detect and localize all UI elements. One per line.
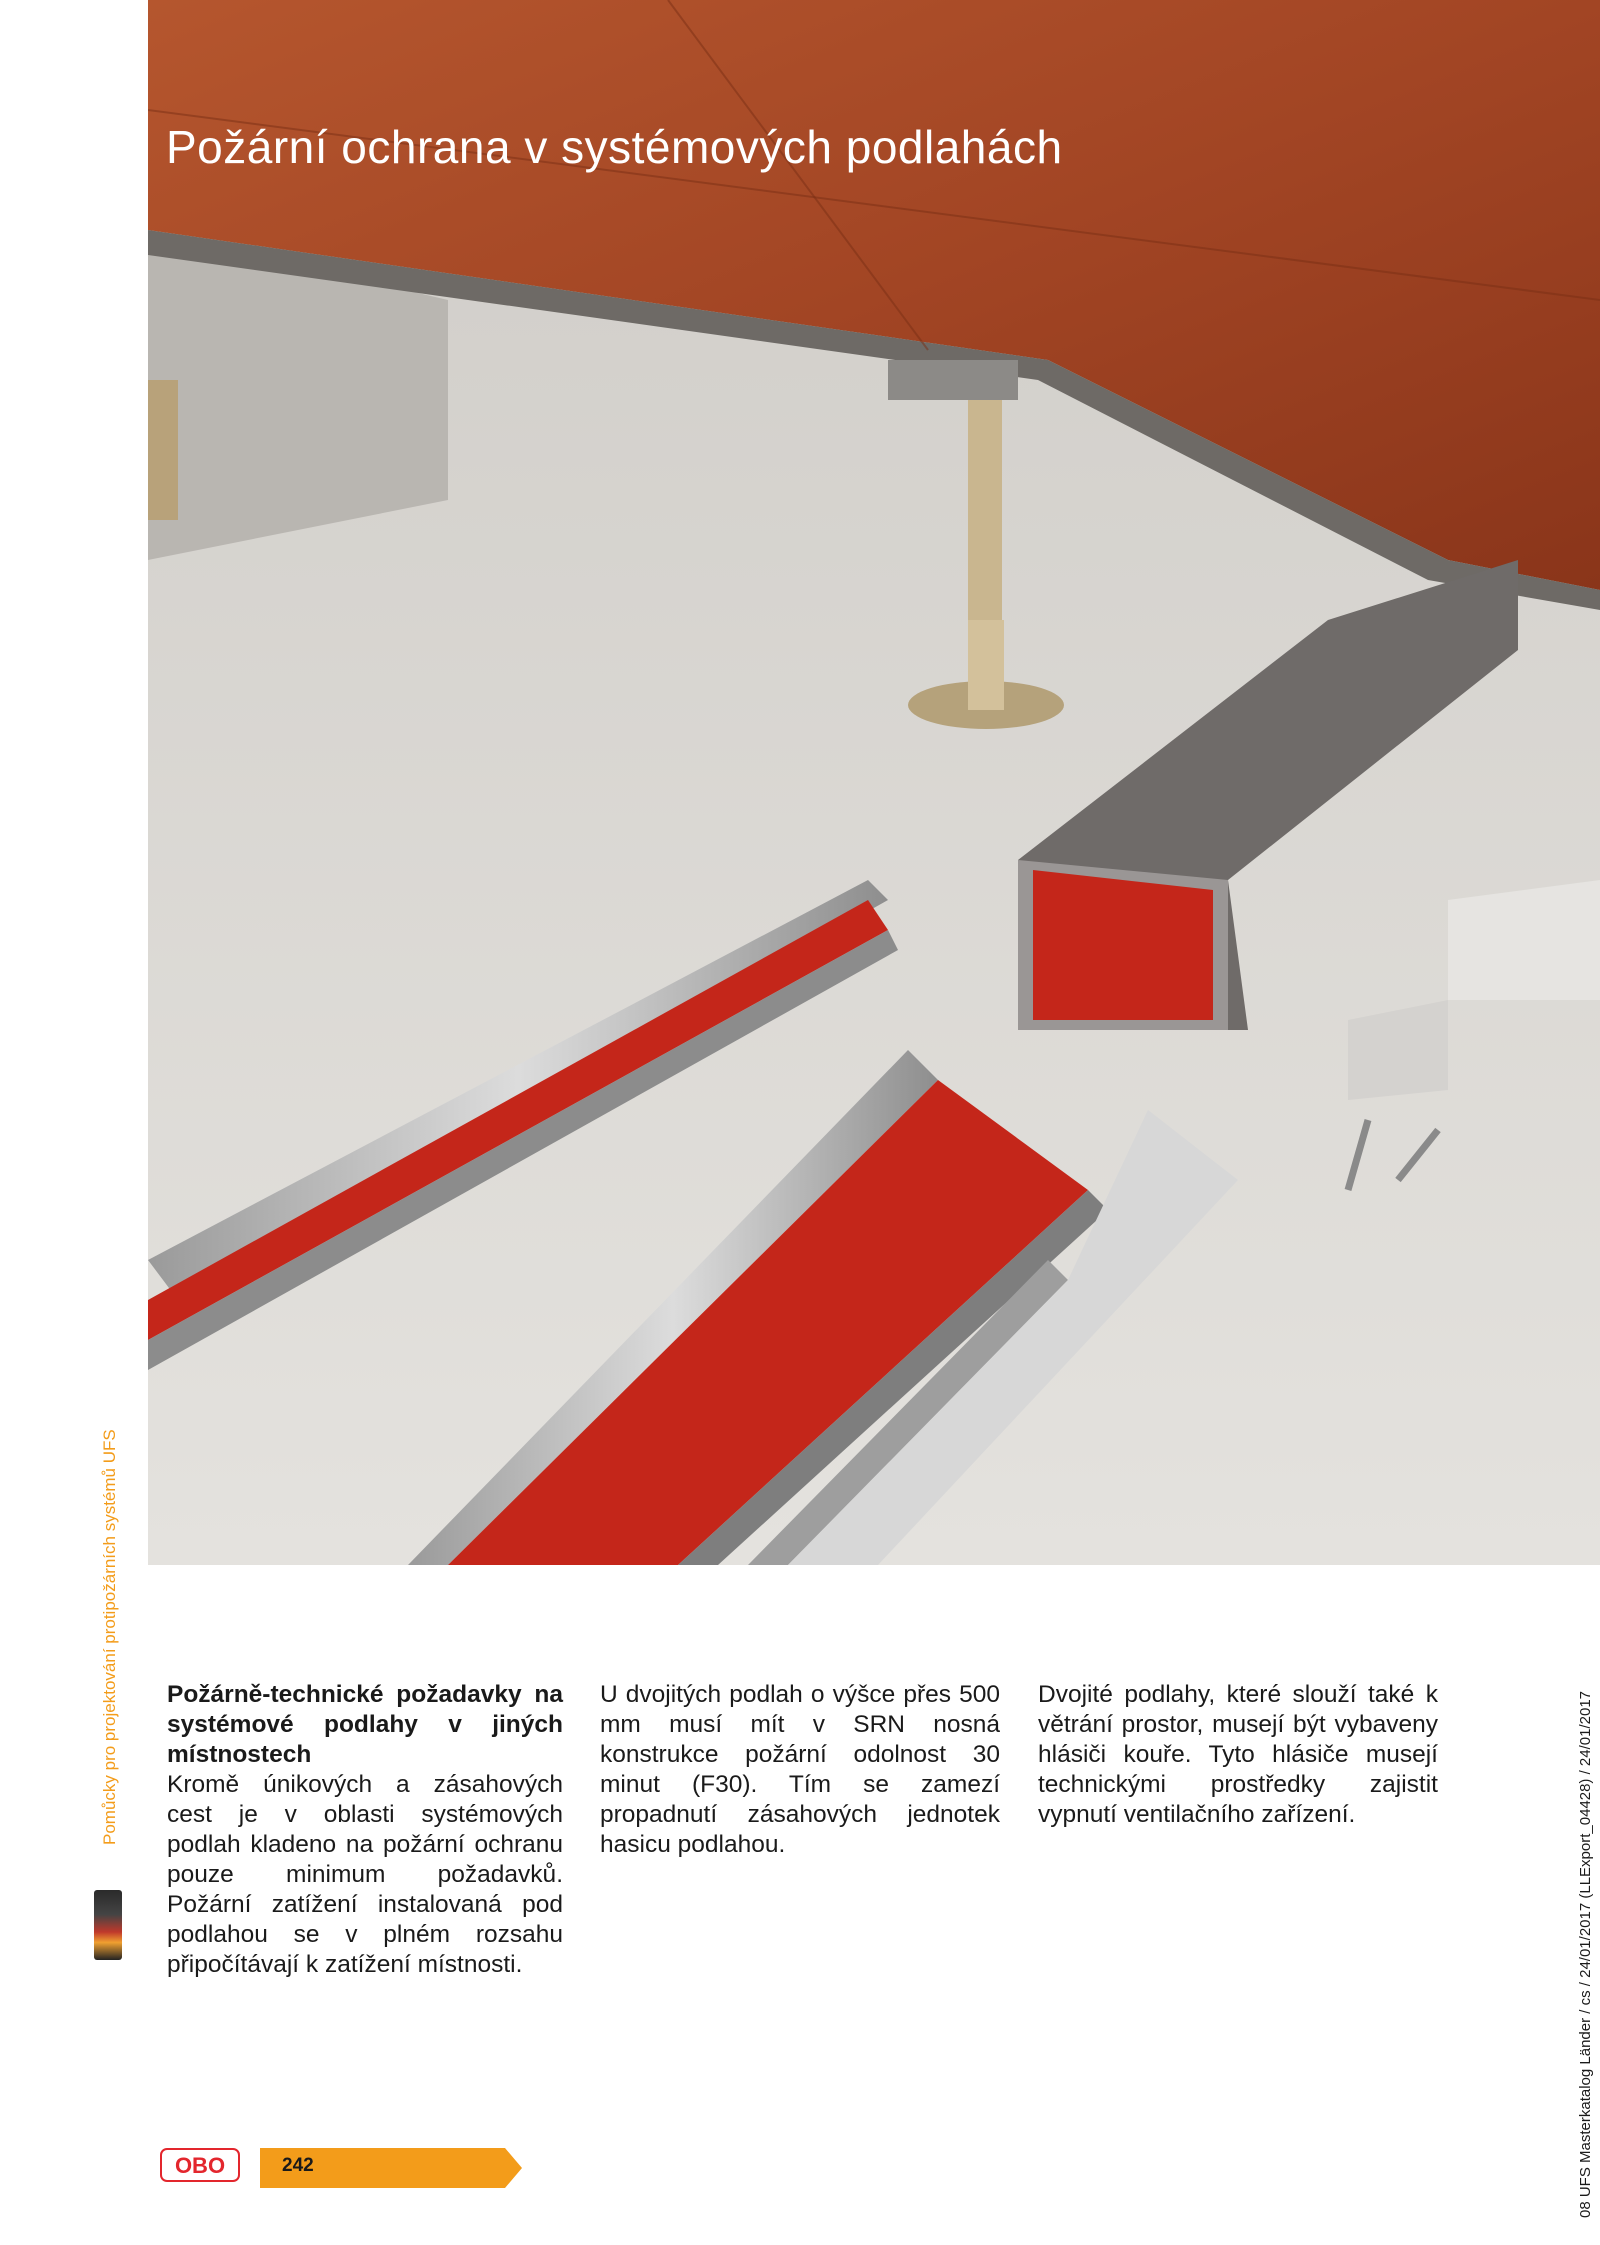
side-section-label: Pomůcky pro projektování protipožárních systémů UFS xyxy=(100,1429,119,1845)
svg-text:OBO: OBO xyxy=(174,2153,226,2178)
page-number: 242 xyxy=(282,2155,314,2176)
raised-floor-illustration xyxy=(148,0,1600,1565)
text-column-1 xyxy=(167,1680,563,1980)
side-thumbnail xyxy=(94,1890,122,1960)
paragraph: U dvojitých podlah o výšce přes 500 mm musí mít v SRN nosná konstrukce požární odolnost 30 minut (F30). Tím se zamezí propadnutí zásahových jednotek hasicu podlahou. xyxy=(600,1681,1000,1858)
hero-image xyxy=(148,0,1600,1565)
paragraph: Dvojité podlahy, které slouží také k větrání prostor, musejí být vybaveny hlásiči kouře. Tyto hlásiče musejí technickými prostředky zajistit vypnutí ventilačního zařízení. xyxy=(1038,1681,1438,1828)
catalog-imprint: 08 UFS Masterkatalog Länder / cs / 24/01/2017 (LLExport_04428) / 24/01/2017 xyxy=(1577,1690,1594,2218)
paragraph: Kromě únikových a zásahových cest je v oblasti systémových podlah kladeno na požární ochranu pouze minimum požadavků. Požární zatížení instalovaná pod podlahou se v plném rozsahu připočítávají k zatížení místnosti. xyxy=(167,1771,563,1978)
section-heading: Požárně-technické požadavky na systémové podlahy v jiných místnostech xyxy=(167,1681,563,1768)
text-column-2 xyxy=(600,1680,1000,1860)
obo-logo xyxy=(160,2148,240,2182)
page-title: Požární ochrana v systémových podlahách xyxy=(166,121,1063,173)
text-column-3 xyxy=(1038,1680,1438,1830)
